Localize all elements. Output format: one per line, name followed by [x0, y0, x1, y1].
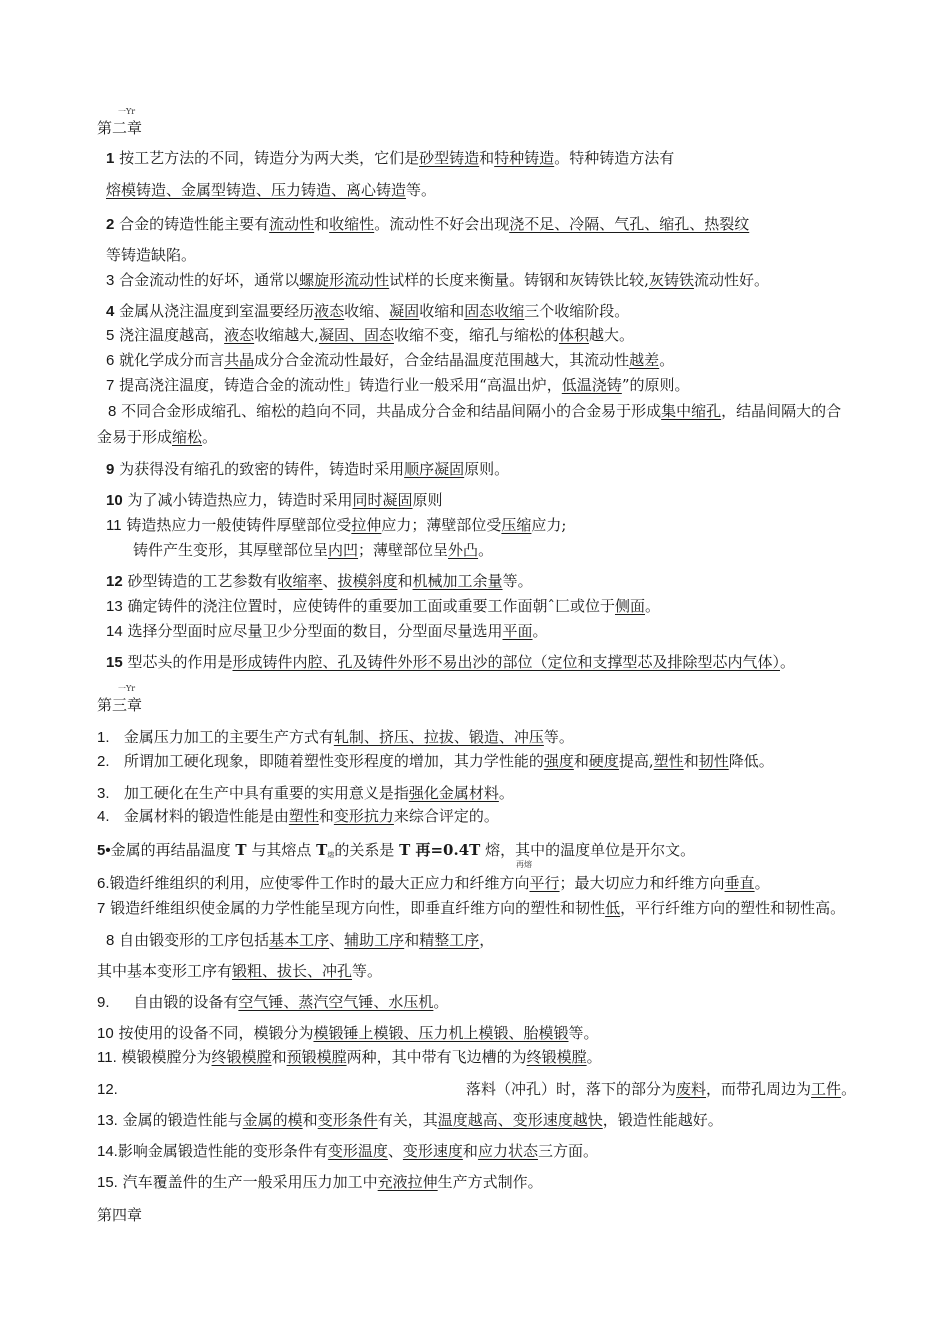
chapter-heading-3: 第三章 [97, 696, 143, 714]
ch3-q12: 落料（冲孔）时，落下的部分为废料，而带孔周边为工件。 [466, 1080, 857, 1098]
ch2-q8: 8 不同合金形成缩孔、缩松的趋向不同，共晶成分合金和结晶间隔小的合金易于形成集中缩孔，结晶间隔大的合 [108, 402, 842, 420]
ch3-q1: 1. 金属压力加工的主要生产方式有轧制、挤压、拉拔、锻造、冲压等。 [97, 728, 574, 746]
ch2-q14: 14 选择分型面时应尽量卫少分型面的数目，分型面尽量选用平面。 [106, 622, 548, 640]
ch3-q5: 5•金属的再结晶温度 T 与其熔点 $T_熔$的关系是 T 再=0.4T 熔，其中的温度单位是开尔文。 [97, 841, 696, 859]
ch3-q6: 6.锻造纤维组织的利用，应使零件工作时的最大正应力和纤维方向平行；最大切应力和纤维方向垂直。 [97, 874, 770, 892]
ch2-q13: 13 确定铸件的浇注位置时，应使铸件的重要加工面或重要工作面朝ˆ匚或位于侧面。 [106, 597, 661, 615]
ch3-q3: 3. 加工硬化在生产中具有重要的实用意义是指强化金属材料。 [97, 784, 514, 802]
ch2-q7: 7 提高浇注温度，铸造合金的流动性」铸造行业一般采用“高温出炉，低温浇铸”的原则。 [106, 376, 690, 394]
ch3-q8: 8 自由锻变形的工序包括基本工序、辅助工序和精整工序， [106, 931, 495, 949]
ch3-q8-cont: 其中基本变形工序有锻粗、拔长、冲孔等。 [97, 962, 383, 980]
chapter-heading-2: 第二章 [97, 119, 143, 137]
ch2-q5: 5 浇注温度越高，液态收缩越大,凝固、固态收缩不变，缩孔与缩松的体积越大。 [106, 326, 634, 344]
ch2-q1: 1 按工艺方法的不同，铸造分为两大类，它们是砂型铸造和特种铸造。特种铸造方法有 [106, 149, 675, 167]
ch2-q6: 6 就化学成分而言共晶成分合金流动性最好，合金结晶温度范围越大，其流动性越差。 [106, 351, 675, 369]
ch2-q2: 2 合金的铸造性能主要有流动性和收缩性。流动性不好会出现浇不足、冷隔、气孔、缩孔、热裂纹 [106, 215, 750, 233]
chapter-mark: 一Yr [118, 684, 136, 693]
ch3-q14: 14.影响金属锻造性能的变形条件有变形温度、变形速度和应力状态三方面。 [97, 1142, 598, 1160]
ch3-q9: 9. 自由锻的设备有空气锤、蒸汽空气锤、水压机。 [97, 993, 449, 1011]
ch3-q2: 2. 所谓加工硬化现象，即随着塑性变形程度的增加，其力学性能的强度和硬度提高,塑性和韧性降低。 [97, 752, 774, 770]
chapter-heading-4: 第四章 [97, 1206, 143, 1224]
ch3-q4: 4. 金属材料的锻造性能是由塑性和变形抗力来综合评定的。 [97, 807, 499, 825]
ch3-q12-num: 12. [97, 1081, 118, 1098]
ch3-q10: 10 按使用的设备不同，模锻分为模锻锤上模锻、压力机上模锻、胎模锻等。 [97, 1024, 599, 1042]
ch2-q1-cont: 熔模铸造、金属型铸造、压力铸造、离心铸造等。 [106, 181, 437, 199]
ch3-q15: 15. 汽车覆盖件的生产一般采用压力加工中充液拉伸生产方式制作。 [97, 1173, 543, 1191]
ch2-q3: 3 合金流动性的好坏，通常以螺旋形流动性试样的长度来衡量。铸钢和灰铸铁比较,灰铸铁流动性好。 [106, 271, 769, 289]
ch2-q9: 9 为获得没有缩孔的致密的铸件，铸造时采用顺序凝固原则。 [106, 460, 510, 478]
ch2-q10: 10 为了减小铸造热应力，铸造时采用同时凝固原则 [106, 491, 443, 509]
ch2-q11: 11 铸造热应力一般使铸件厚壁部位受拉伸应力；薄壁部位受压缩应力; [106, 516, 567, 534]
ch2-q8-cont: 金易于形成缩松。 [97, 428, 218, 446]
chapter-mark: 一Yr [118, 107, 136, 116]
ch2-q15: 15 型芯头的作用是形成铸件内腔、孔及铸件外形不易出沙的部位（定位和支撑型芯及排除型芯内气体）。 [106, 653, 796, 671]
ch2-q2-cont: 等铸造缺陷。 [106, 246, 197, 264]
ch2-q12: 12 砂型铸造的工艺参数有收缩率、拔模斜度和机械加工余量等。 [106, 572, 533, 590]
ch2-q4: 4 金属从浇注温度到室温要经历液态收缩、凝固收缩和固态收缩三个收缩阶段。 [106, 302, 630, 320]
ch3-q11: 11. 模锻模膛分为终锻模膛和预锻模膛两种，其中带有飞边槽的为终锻模膛。 [97, 1048, 602, 1066]
ch3-q5-subscript: 再熔 [516, 860, 532, 869]
ch2-q11-cont: 铸件产生变形，其厚壁部位呈内凹；薄壁部位呈外凸。 [133, 541, 494, 559]
ch3-q7: 7 锻造纤维组织使金属的力学性能呈现方向性，即垂直纤维方向的塑性和韧性低，平行纤维方向的塑性和韧性高。 [97, 899, 846, 917]
ch3-q13: 13. 金属的锻造性能与金属的模和变形条件有关，其温度越高、变形速度越快，锻造性能越好。 [97, 1111, 723, 1129]
